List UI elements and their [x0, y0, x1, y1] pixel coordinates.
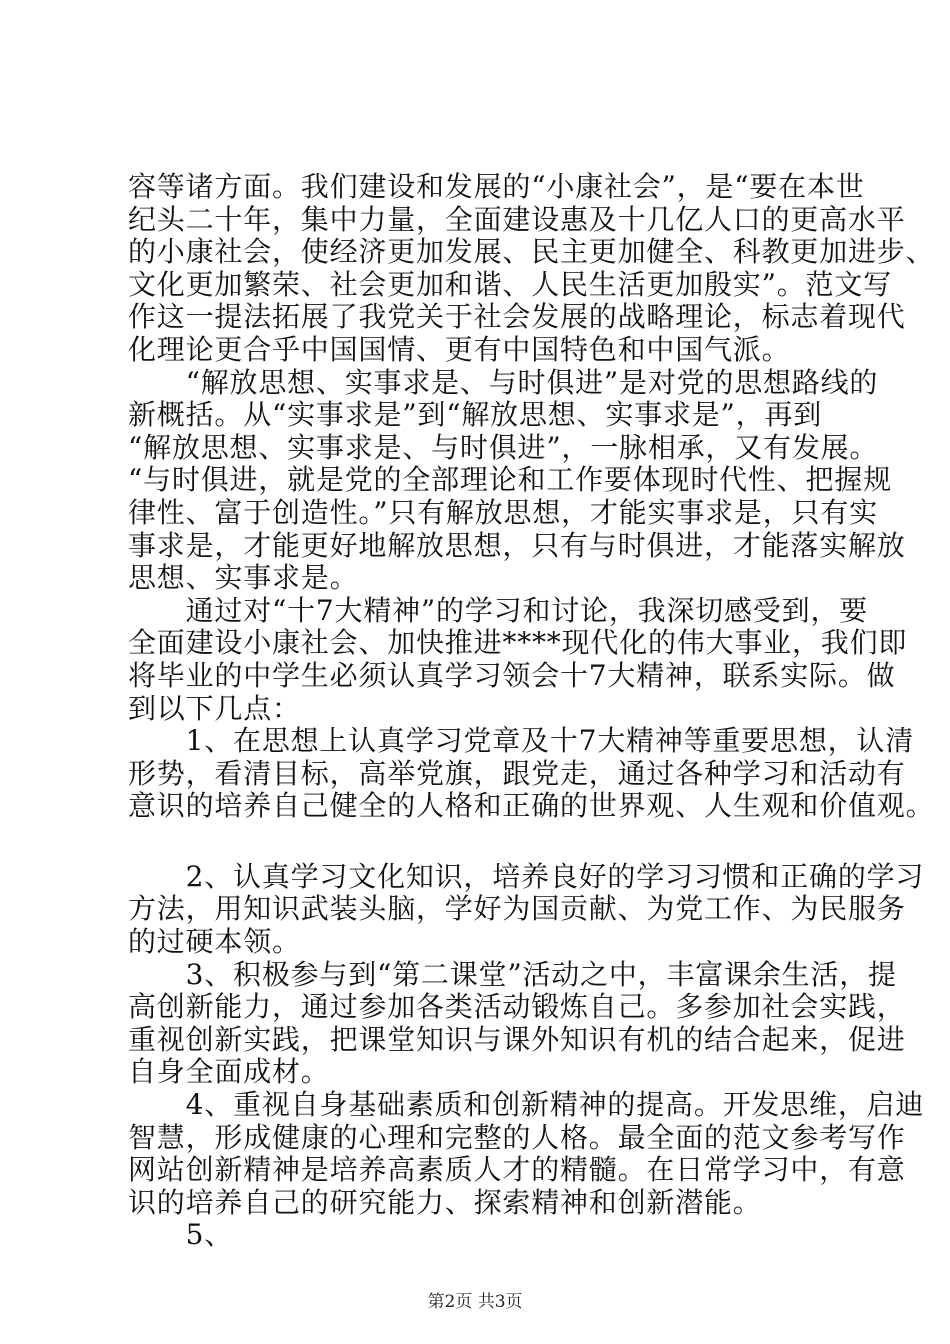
text-line: 形势，看清目标，高举党旗，跟党走，通过各种学习和活动有: [128, 756, 906, 790]
text-line: 高创新能力，通过参加各类活动锻炼自己。多参加社会实践，: [128, 990, 906, 1024]
text-line: 网站创新精神是培养高素质人才的精髓。在日常学习中，有意: [128, 1153, 906, 1187]
text-line: “与时俱进，就是党的全部理论和工作要体现时代性、把握规: [128, 463, 892, 497]
text-line: “解放思想、实事求是、与时俱进”是对党的思想路线的: [128, 365, 879, 399]
text-line: 文化更加繁荣、社会更加和谐、人民生活更加殷实”。范文写: [128, 267, 892, 301]
text-line: 到以下几点：: [128, 691, 301, 725]
text-line: 新概括。从“实事求是”到“解放思想、实事求是”，再到: [128, 398, 823, 432]
text-line: 思想、实事求是。: [128, 561, 359, 595]
page-number-footer: 第2页 共3页: [427, 1292, 523, 1312]
text-line: 2、认真学习文化知识，培养良好的学习习惯和正确的学习: [128, 859, 925, 893]
text-line: 的小康社会，使经济更加发展、民主更加健全、科教更加进步、: [128, 235, 935, 269]
text-line: 律性、富于创造性。”只有解放思想，才能实事求是，只有实: [128, 495, 878, 529]
text-line: 1、在思想上认真学习党章及十7大精神等重要思想，认清: [128, 724, 915, 758]
text-line: 纪头二十年，集中力量，全面建设惠及十几亿人口的更高水平: [128, 202, 906, 236]
text-line: 4、重视自身基础素质和创新精神的提高。开发思维，启迪: [128, 1088, 925, 1122]
text-line: 全面建设小康社会、加快推进****现代化的伟大事业，我们即: [128, 626, 908, 660]
text-line: 智慧，形成健康的心理和完整的人格。最全面的范文参考写作: [128, 1120, 906, 1154]
document-body: [128, 170, 935, 1252]
text-line: 作这一提法拓展了我党关于社会发展的战略理论，标志着现代: [128, 300, 906, 334]
text-line: 化理论更合乎中国国情、更有中国特色和中国气派。: [128, 332, 791, 366]
text-line: 将毕业的中学生必须认真学习领会十7大精神，联系实际。做: [128, 658, 896, 692]
text-line: 通过对“十7大精神”的学习和讨论，我深切感受到，要: [128, 593, 869, 627]
text-line: “解放思想、实事求是、与时俱进”，一脉相承，又有发展。: [128, 430, 879, 464]
text-line: 的过硬本领。: [128, 925, 301, 959]
text-line: 意识的培养自己健全的人格和正确的世界观、人生观和价值观。: [128, 789, 935, 823]
text-line: 事求是，才能更好地解放思想，只有与时俱进，才能落实解放: [128, 528, 906, 562]
text-line: 方法，用知识武装头脑，学好为国贡献、为党工作、为民服务: [128, 892, 906, 926]
blank-line: [128, 823, 848, 861]
text-line: 3、积极参与到“第二课堂”活动之中，丰富课余生活，提: [128, 957, 897, 991]
text-line: 识的培养自己的研究能力、探索精神和创新潜能。: [128, 1185, 762, 1219]
text-line: 5、: [128, 1218, 234, 1252]
text-line: 容等诸方面。我们建设和发展的“小康社会”，是“要在本世: [128, 170, 865, 203]
text-line: 重视创新实践，把课堂知识与课外知识有机的结合起来，促进: [128, 1022, 906, 1056]
text-line: 自身全面成材。: [128, 1055, 330, 1089]
